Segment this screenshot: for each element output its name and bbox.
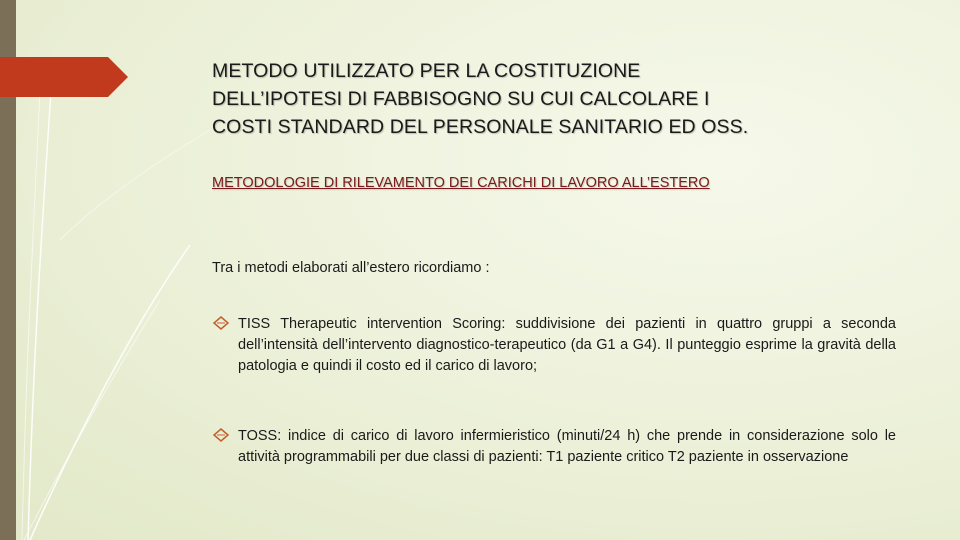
bullet-item-toss (212, 426, 896, 468)
intro-text: Tra i metodi elaborati all’estero ricordiamo : (212, 260, 490, 276)
slide-subtitle: METODOLOGIE DI RILEVAMENTO DEI CARICHI DI LAVORO ALL’ESTERO (212, 175, 710, 191)
diamond-outline-icon (212, 316, 230, 330)
bullet-item-tiss (212, 314, 896, 377)
diamond-outline-icon (212, 428, 230, 442)
slide-title-line-2: DELL’IPOTESI DI FABBISOGNO SU CUI CALCOLARE I (212, 88, 710, 110)
title-arrow-marker (0, 57, 128, 97)
bullet-text-toss: TOSS: indice di carico di lavoro infermieristico (minuti/24 h) che prende in considerazione solo le attività programmabili per due classi di pazienti: T1 paziente critico T2 paziente in osservazione (238, 428, 896, 465)
bullet-text-tiss: TISS Therapeutic intervention Scoring: suddivisione dei pazienti in quattro gruppi a seconda dell’intensità dell’intervento diagnostico-terapeutico (da G1 a G4). Il punteggio esprime la gravità della patologia e quindi il costo ed il carico di lavoro; (238, 316, 896, 374)
slide-title (212, 57, 912, 141)
slide-title-line-3: COSTI STANDARD DEL PERSONALE SANITARIO ED OSS. (212, 116, 749, 138)
slide-title-line-1: METODO UTILIZZATO PER LA COSTITUZIONE (212, 60, 641, 82)
